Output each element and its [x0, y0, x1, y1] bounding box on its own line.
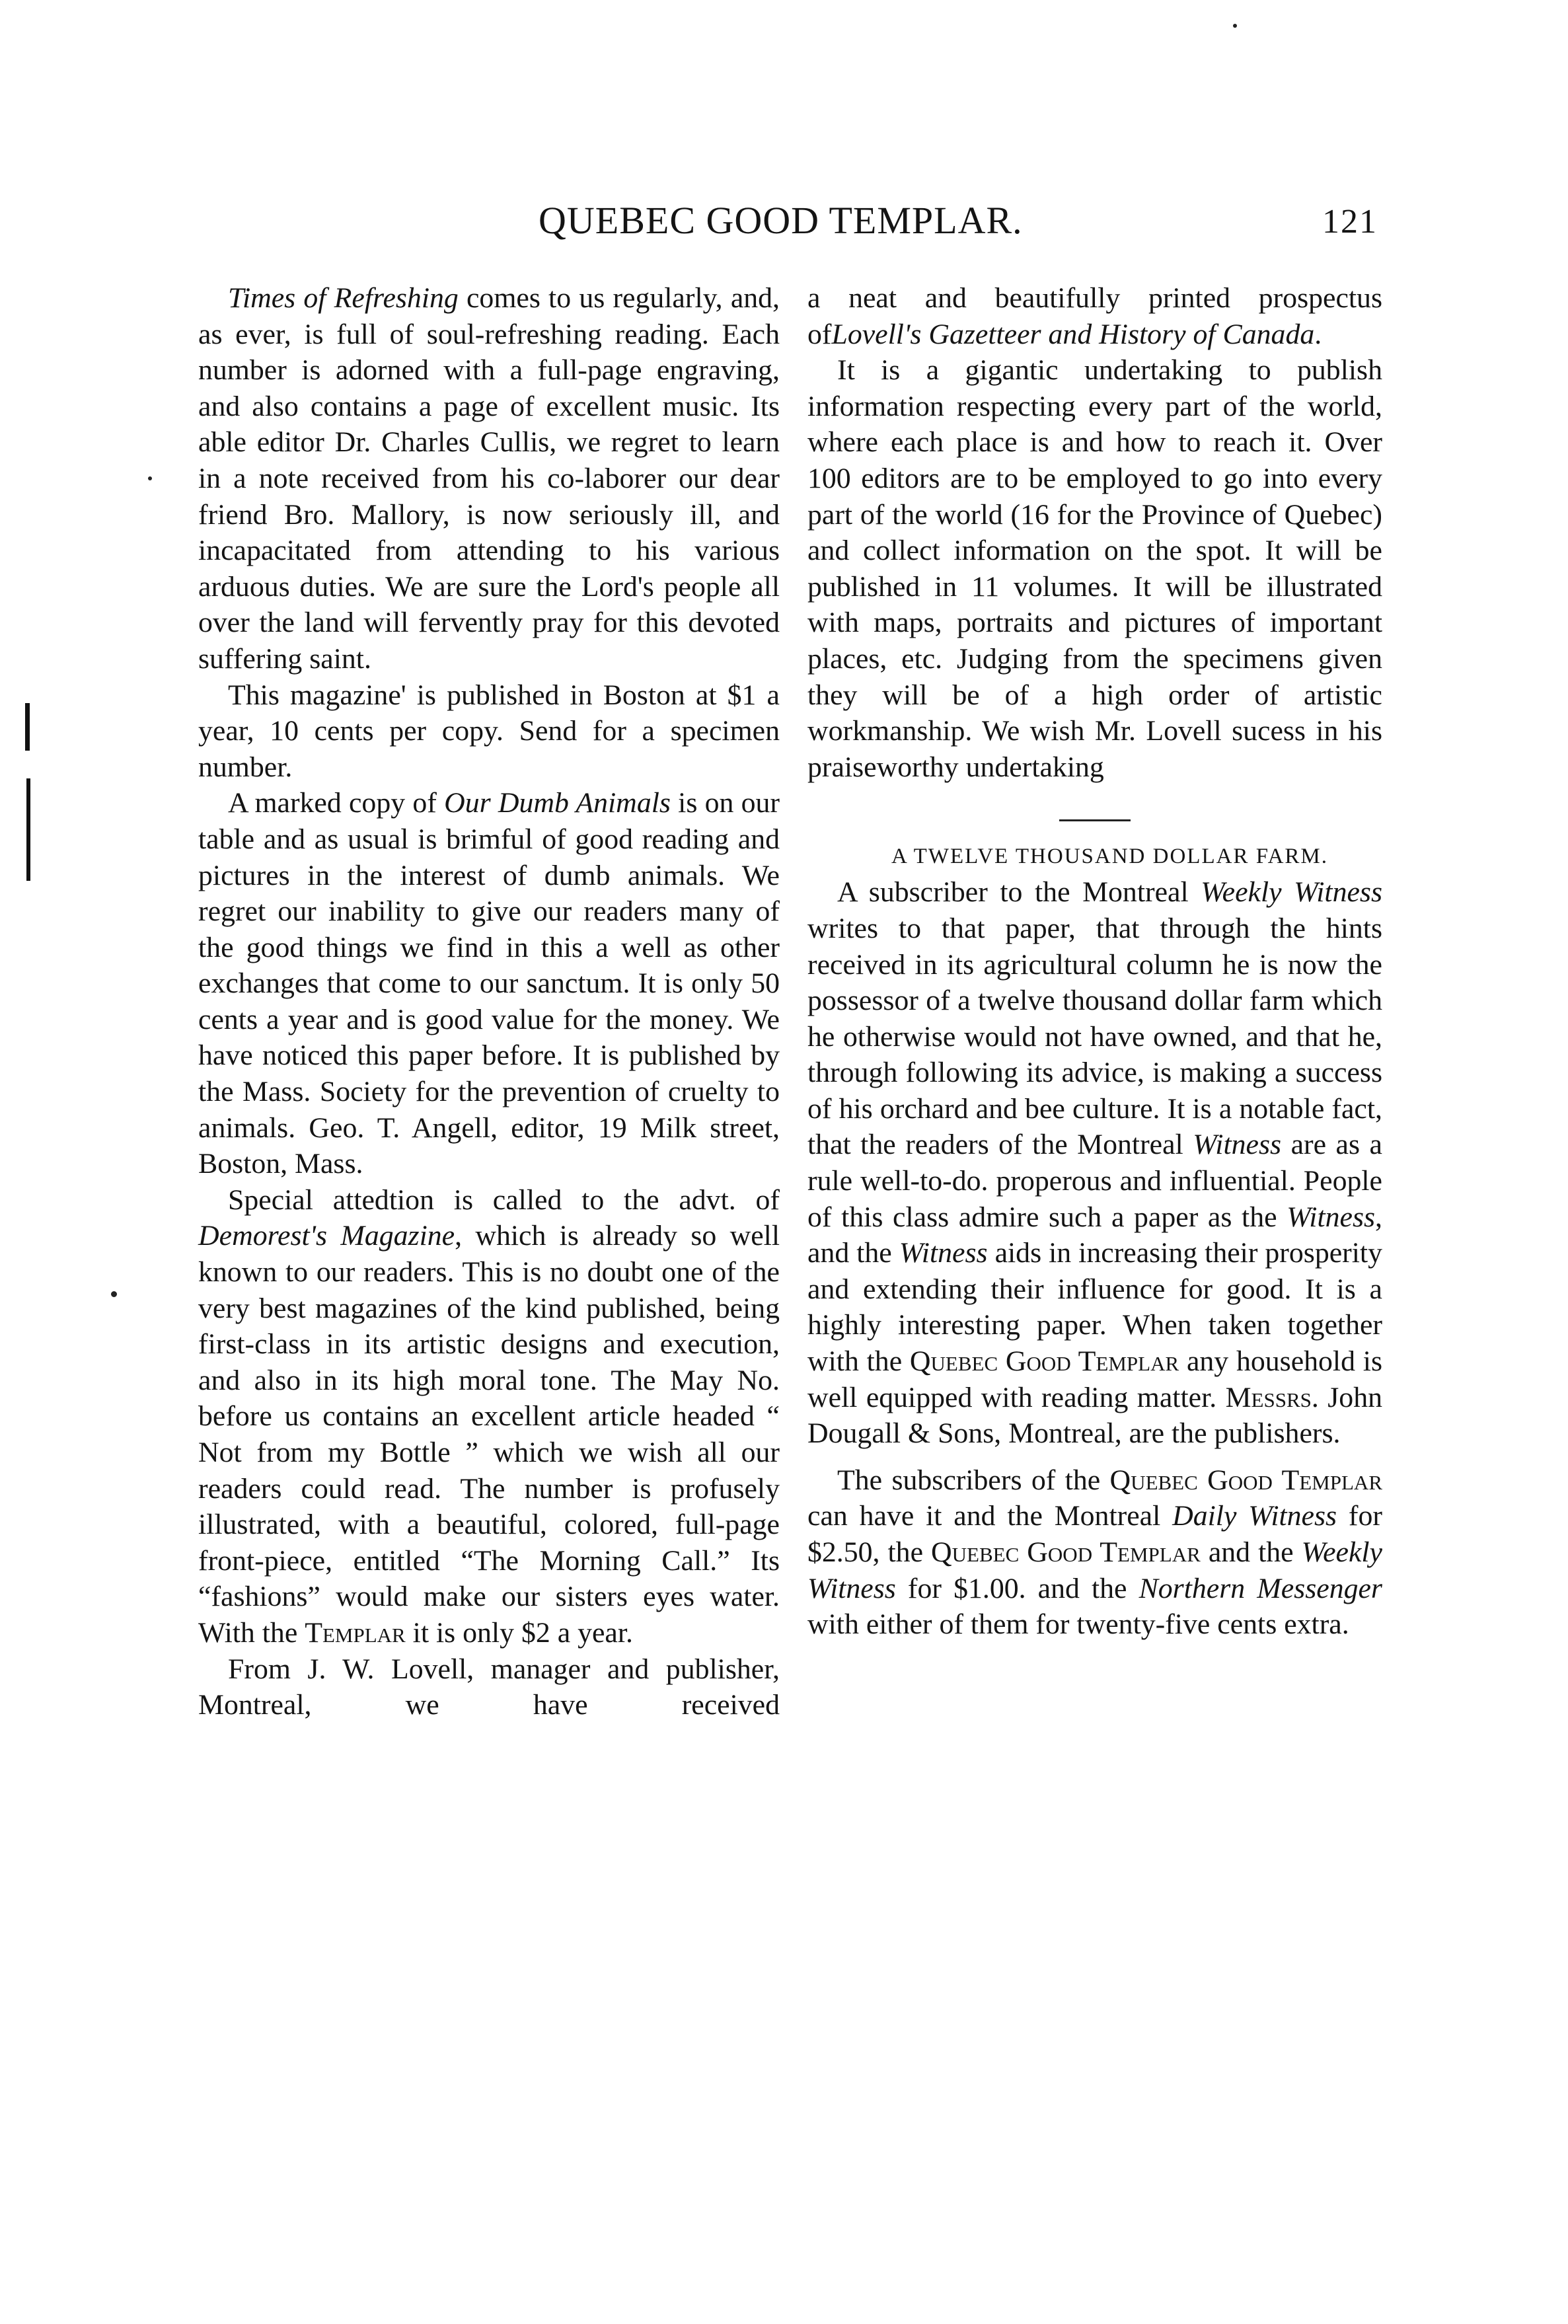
margin-mark [25, 703, 30, 751]
right-column [807, 280, 1382, 1643]
margin-mark [26, 778, 30, 881]
publication-title: Lovell's Gazetteer and History of Canada [831, 318, 1315, 350]
paragraph: A marked copy of Our Dumb Animals is on our table and as usual is brimful of good reading and pictures in the interest of dumb animals. We regret our inability to give our readers many of the good things we find in this a well as other exchanges that come to our sanctum. It is only 50 cents a year and is good value for the money. We have noticed this paper before. It is published by the Mass. Society for the prevention of cruelty to animals. Geo. T. Angell, editor, 19 Milk street, Boston, Mass. [198, 787, 780, 1180]
section-heading: A TWELVE THOUSAND DOLLAR FARM. [891, 844, 1329, 869]
margin-dot [148, 476, 152, 480]
publication-title: Demorest's Magazine [198, 1220, 455, 1252]
section-divider [1059, 819, 1131, 821]
margin-dot [111, 1291, 117, 1297]
paragraph: The subscribers of the Quebec Good Templar can have it and the Montreal Daily Witness for $2.50, the Quebec Good Templar and the Weekly Witness for $1.00. and the Northern Messenger with either of them for twenty-five cents extra. [807, 1464, 1382, 1641]
paragraph: Times of Refreshing comes to us regularly, and, as ever, is full of soul-refreshing reading. Each number is adorned with a full-page engraving, and also contains a page of excellent music. Its able editor Dr. Charles Cullis, we regret to learn in a note received from his co-laborer our dear friend Bro. Mallory, is now seriously ill, and incapacitated from attending to his various arduous duties. We are sure the Lord's people all over the land will fervently pray for this devoted suffering saint. [198, 282, 780, 675]
paragraph: A subscriber to the Montreal Weekly Witness writes to that paper, that through the hints received in its agricultural column he is now the possessor of a twelve thousand dollar farm which he otherwise would not have owned, and that he, through following its advice, is making a success of his orchard and bee culture. It is a notable fact, that the readers of the Montreal Witness are as a rule well-to-do. properous and influential. People of this class admire such a paper as the Witness, and the Witness aids in increasing their prosperity and extending their influence for good. It is a highly interesting paper. When taken together with the Quebec Good Templar any household is well equipped with reading matter. Messrs. John Dougall & Sons, Montreal, are the publishers. [807, 876, 1382, 1450]
page-header [198, 198, 1388, 251]
left-column [198, 280, 780, 1723]
margin-dot [1233, 24, 1237, 28]
running-title: QUEBEC GOOD TEMPLAR. [539, 199, 1023, 242]
page-number: 121 [1322, 203, 1378, 241]
paragraph: Special attedtion is called to the advt. of Demorest's Magazine, which is already so well known to our readers. This is no doubt one of the very best magazines of the kind published, being first-class in its artistic designs and execution, and also in its high moral tone. The May No. before us contains an excellent article headed “ Not from my Bottle ” which we wish all our readers could read. The number is profusely illustrated, with a beautiful, colored, full-page front-piece, entitled “The Morning Call.” Its “fashions” would make our sisters eyes water. With the Templar it is only $2 a year. [198, 1183, 780, 1649]
publication-title: Our Dumb Animals [444, 787, 671, 819]
paragraph: From J. W. Lovell, manager and publisher, Montreal, we have received [198, 1653, 780, 1721]
paragraph: This magazine' is published in Boston at $1 a year, 10 cents per copy. Send for a specimen number. [198, 679, 780, 783]
paragraph: a neat and beautifully printed prospectus ofLovell's Gazetteer and History of Canada. [807, 282, 1382, 350]
paragraph: It is a gigantic undertaking to publish information respecting every part of the world, where each place is and how to reach it. Over 100 editors are to be employed to go into every part of the world (16 for the Province of Quebec) and collect information on the spot. It will be published in 11 volumes. It will be illustrated with maps, portraits and pictures of important places, etc. Judging from the specimens given they will be of a high order of artistic workmanship. We wish Mr. Lovell sucess in his praiseworthy undertaking [807, 354, 1382, 783]
publication-title: Times of Refreshing [228, 282, 459, 314]
